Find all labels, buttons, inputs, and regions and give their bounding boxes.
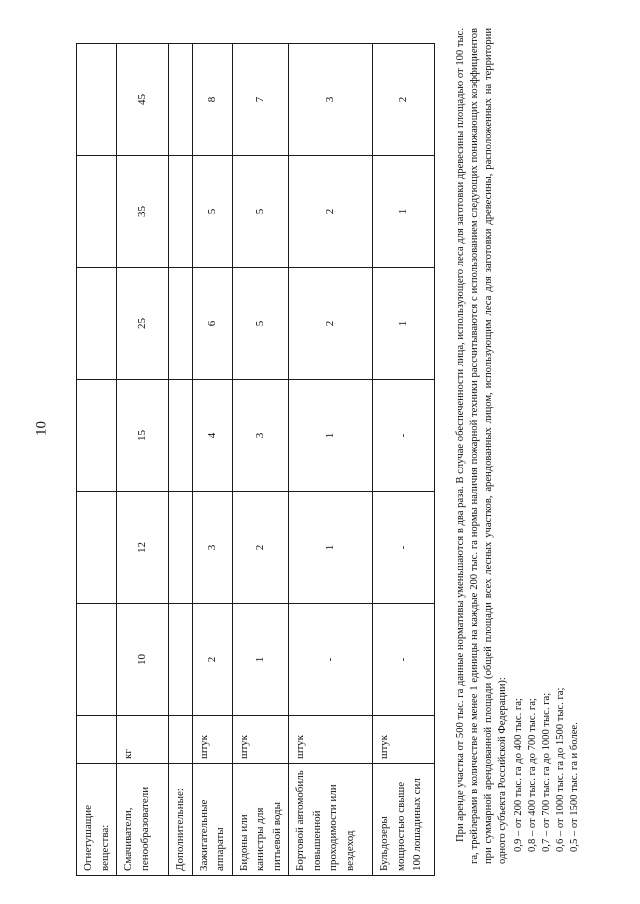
value-cell: 3 <box>289 44 373 156</box>
value-cell: 5 <box>192 156 232 268</box>
table-row <box>232 44 289 876</box>
value-cell: - <box>373 380 435 492</box>
page-number: 10 <box>33 421 50 436</box>
list-item: 0,5 – от 1500 тыс. га и более. <box>568 722 580 852</box>
value-cell: 15 <box>117 380 169 492</box>
value-cell: 12 <box>117 492 169 604</box>
value-cell: - <box>373 492 435 604</box>
value-cell <box>77 268 117 380</box>
unit-cell: кг <box>117 716 169 764</box>
value-cell: 3 <box>192 492 232 604</box>
value-cell: 2 <box>373 44 435 156</box>
value-cell: 2 <box>192 604 232 716</box>
row-label: Смачиватели, пенообразователи <box>117 764 169 876</box>
row-label: Огнетушащие вещества: <box>77 764 117 876</box>
value-cell: 1 <box>232 604 289 716</box>
value-cell <box>77 604 117 716</box>
value-cell <box>77 44 117 156</box>
row-label: Бортовой автомобиль повышенной проходимости или вездеход <box>289 764 373 876</box>
value-cell: 45 <box>117 44 169 156</box>
value-cell: 1 <box>373 156 435 268</box>
table-row <box>192 44 232 876</box>
value-cell: 2 <box>289 156 373 268</box>
unit-cell: штук <box>232 716 289 764</box>
value-cell: - <box>289 604 373 716</box>
footnote <box>454 28 582 864</box>
unit-cell: штук <box>373 716 435 764</box>
table-row <box>169 44 193 876</box>
value-cell: 6 <box>192 268 232 380</box>
note-paragraph: При аренде участка от 500 тыс. га данные нормативы уменьшаются в два раза. В случае обеспеченности лица, использующего леса для заготовки древесины площадью от 100 тыс. га, трейлерами в количестве не менее 1 единицы на каждые 200 тыс. га нормы наличия пожарной техники рассчитываются с использованием следующих понижающих коэффициентов при суммарной арендованной площади (общей площади всех лесных участков, арендованных лицом, использующим леса для заготовки древесины, расположенных на территории одного субъекта Российской Федерации): <box>455 28 508 864</box>
coefficient-list <box>512 28 582 852</box>
unit-cell <box>169 716 193 764</box>
value-cell <box>169 156 193 268</box>
value-cell: 1 <box>289 492 373 604</box>
table-row <box>289 44 373 876</box>
list-item: 0,6 – от 1000 тыс. га до 1500 тыс. га; <box>554 687 566 852</box>
value-cell: - <box>373 604 435 716</box>
value-cell: 35 <box>117 156 169 268</box>
value-cell: 1 <box>373 268 435 380</box>
equipment-norms-table <box>76 43 435 876</box>
row-label: Зажигательные аппараты <box>192 764 232 876</box>
table-row <box>373 44 435 876</box>
value-cell <box>77 156 117 268</box>
value-cell: 1 <box>289 380 373 492</box>
unit-cell: штук <box>289 716 373 764</box>
value-cell: 10 <box>117 604 169 716</box>
value-cell: 3 <box>232 380 289 492</box>
row-label: Дополнительные: <box>169 764 193 876</box>
value-cell <box>169 44 193 156</box>
unit-cell <box>77 716 117 764</box>
value-cell <box>77 380 117 492</box>
value-cell: 2 <box>289 268 373 380</box>
row-label: Бидоны или канистры для питьевой воды <box>232 764 289 876</box>
value-cell <box>169 492 193 604</box>
unit-cell: штук <box>192 716 232 764</box>
value-cell <box>169 380 193 492</box>
value-cell: 7 <box>232 44 289 156</box>
list-item: 0,8 – от 400 тыс. га до 700 тыс. га; <box>526 698 538 852</box>
table-row <box>117 44 169 876</box>
list-item: 0,9 – от 200 тыс. га до 400 тыс. га; <box>512 698 524 852</box>
value-cell <box>77 492 117 604</box>
value-cell: 8 <box>192 44 232 156</box>
row-label: Бульдозеры мощностью свыше 100 лошадиных сил <box>373 764 435 876</box>
value-cell: 25 <box>117 268 169 380</box>
table-row <box>77 44 117 876</box>
value-cell <box>169 268 193 380</box>
value-cell <box>169 604 193 716</box>
list-item: 0,7 – от 700 тыс. га до 1000 тыс. га; <box>540 692 552 852</box>
value-cell: 2 <box>232 492 289 604</box>
rotated-document <box>76 22 638 876</box>
value-cell: 5 <box>232 268 289 380</box>
value-cell: 5 <box>232 156 289 268</box>
value-cell: 4 <box>192 380 232 492</box>
